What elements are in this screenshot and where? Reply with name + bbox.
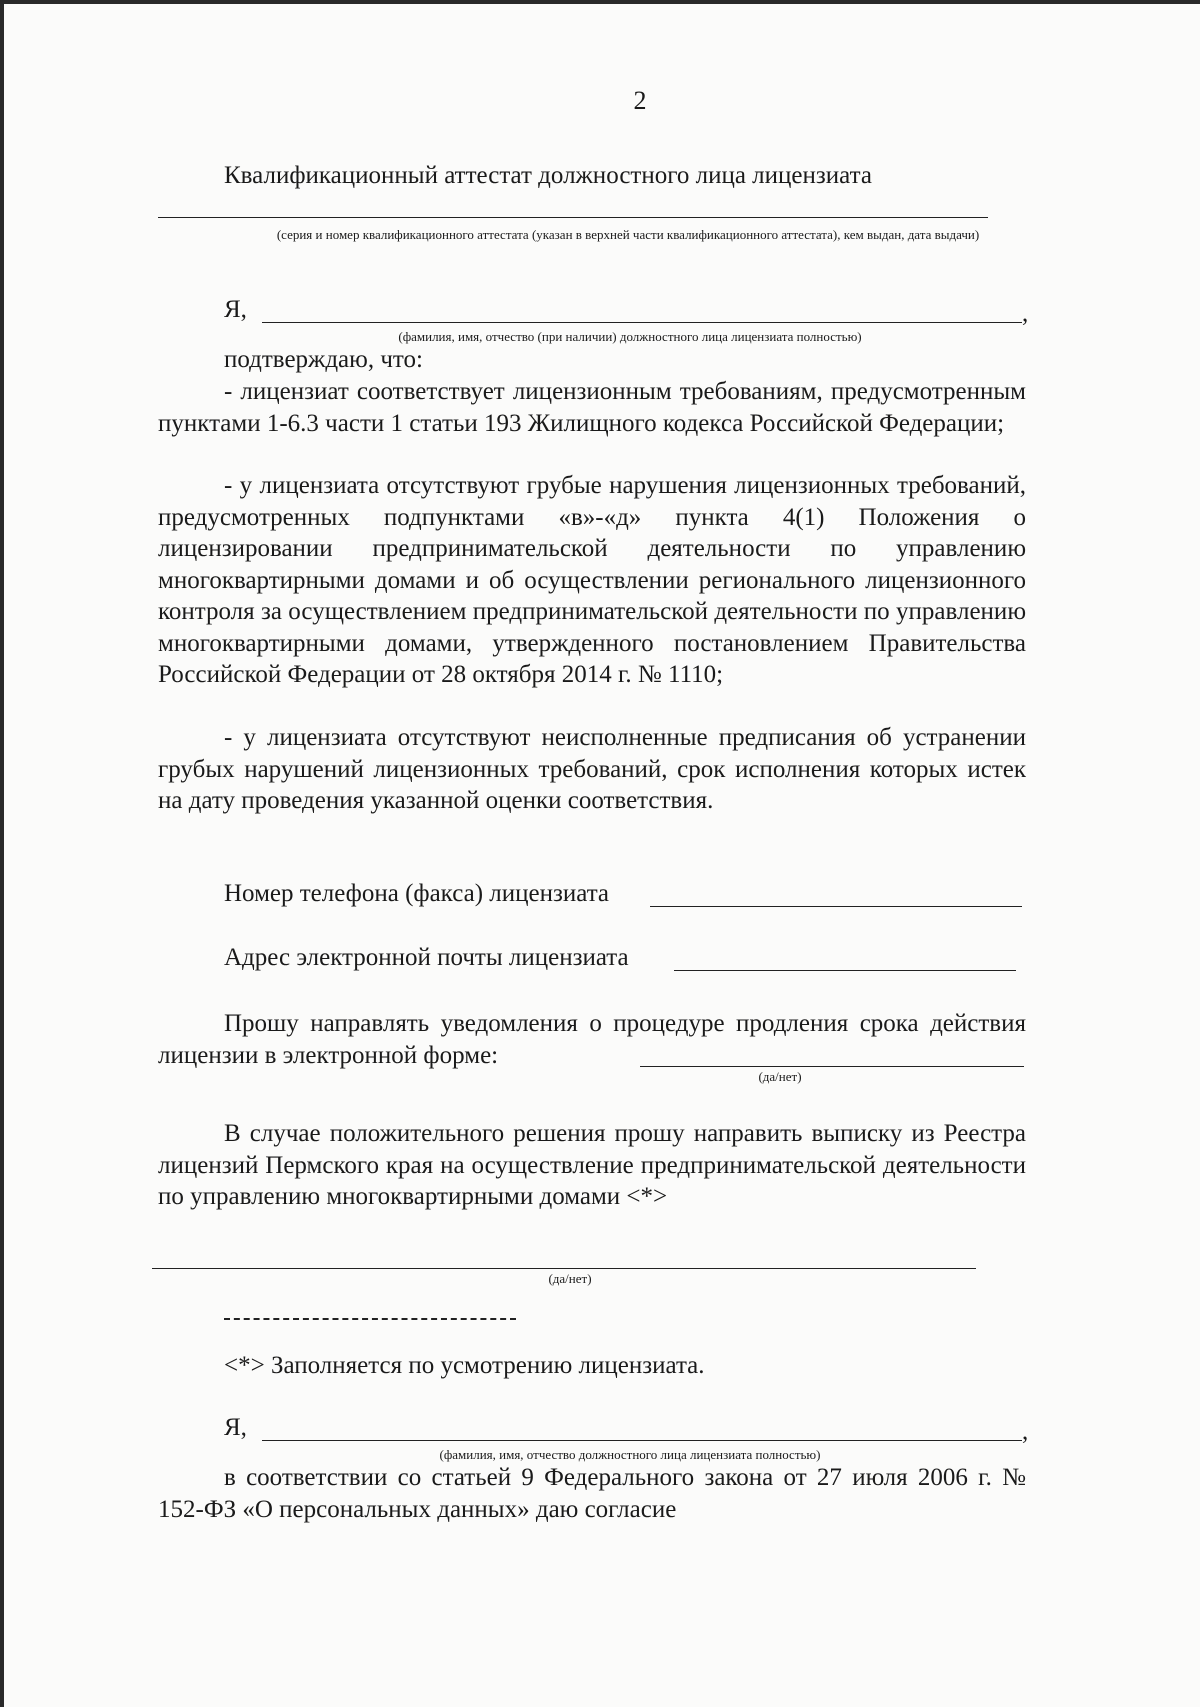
- extract-yes-no-caption: (да/нет): [548, 1271, 592, 1286]
- scan-edge-top: [0, 0, 1200, 4]
- ya-label-2: Я,: [224, 1414, 247, 1441]
- fio-line-2[interactable]: [262, 1440, 1022, 1441]
- fio-caption-2: (фамилия, имя, отчество должностного лица лицензиата полностью): [439, 1447, 821, 1462]
- email-label: Адрес электронной почты лицензиата: [224, 944, 629, 971]
- page-title: Квалификационный аттестат должностного лица лицензиата: [224, 162, 872, 189]
- extract-text: В случае положительного решения прошу направить выписку из Реестра лицензий Пермского края на осуществление предпринимательской деятельности по управлению многоквартирными домами <*>: [158, 1120, 1026, 1210]
- attestat-caption: (серия и номер квалификационного аттестата (указан в верхней части квалификационного аттестата), кем выдан, дата выдачи): [276, 227, 980, 242]
- fio-caption-1: (фамилия, имя, отчество (при наличии) должностного лица лицензиата полностью): [398, 329, 862, 344]
- footnote-separator: [224, 1318, 516, 1320]
- item-3: - у лицензиата отсутствуют неисполненные предписания об устранении грубых нарушений лицензионных требований, срок исполнения которых истек на дату проведения указанной оценки соответствия.: [158, 724, 1026, 814]
- phone-field[interactable]: [650, 906, 1022, 907]
- item-2: - у лицензиата отсутствуют грубые нарушения лицензионных требований, предусмотренных подпунктами «в»-«д» пункта 4(1) Положения о лицензировании предпринимательской деятельности по управлению многоквартирными домами и об осуществлении регионального лицензионного контроля за осуществлением предпринимательской деятельности по управлению многоквартирными домами, утвержденного постановлением Правительства Российской Федерации от 28 октября 2014 г. № 1110;: [158, 472, 1026, 688]
- item-1: - лицензиат соответствует лицензионным требованиям, предусмотренным пунктами 1-6.3 части 1 статьи 193 Жилищного кодекса Российской Федерации;: [158, 378, 1026, 437]
- confirm-text: подтверждаю, что:: [224, 346, 423, 373]
- comma-2: ,: [1022, 1418, 1029, 1445]
- scan-edge-left: [0, 0, 4, 1707]
- email-field[interactable]: [674, 970, 1016, 971]
- attestat-line[interactable]: [158, 217, 988, 218]
- page-number: 2: [633, 86, 647, 115]
- notify-yes-no-field[interactable]: [640, 1066, 1024, 1067]
- phone-label: Номер телефона (факса) лицензиата: [224, 880, 610, 907]
- ya-label-1: Я,: [224, 296, 247, 323]
- extract-yes-no-field[interactable]: [152, 1268, 976, 1269]
- consent-text: в соответствии со статьей 9 Федерального закона от 27 июля 2006 г. № 152-ФЗ «О персональных данных» даю согласие: [158, 1464, 1026, 1523]
- comma-1: ,: [1022, 300, 1029, 327]
- notify-text: Прошу направлять уведомления о процедуре продления срока действия лицензии в электронной форме:: [158, 1010, 1026, 1069]
- notify-yes-no-caption: (да/нет): [758, 1069, 802, 1084]
- fio-line-1[interactable]: [262, 322, 1022, 323]
- footnote: <*> Заполняется по усмотрению лицензиата.: [224, 1352, 705, 1379]
